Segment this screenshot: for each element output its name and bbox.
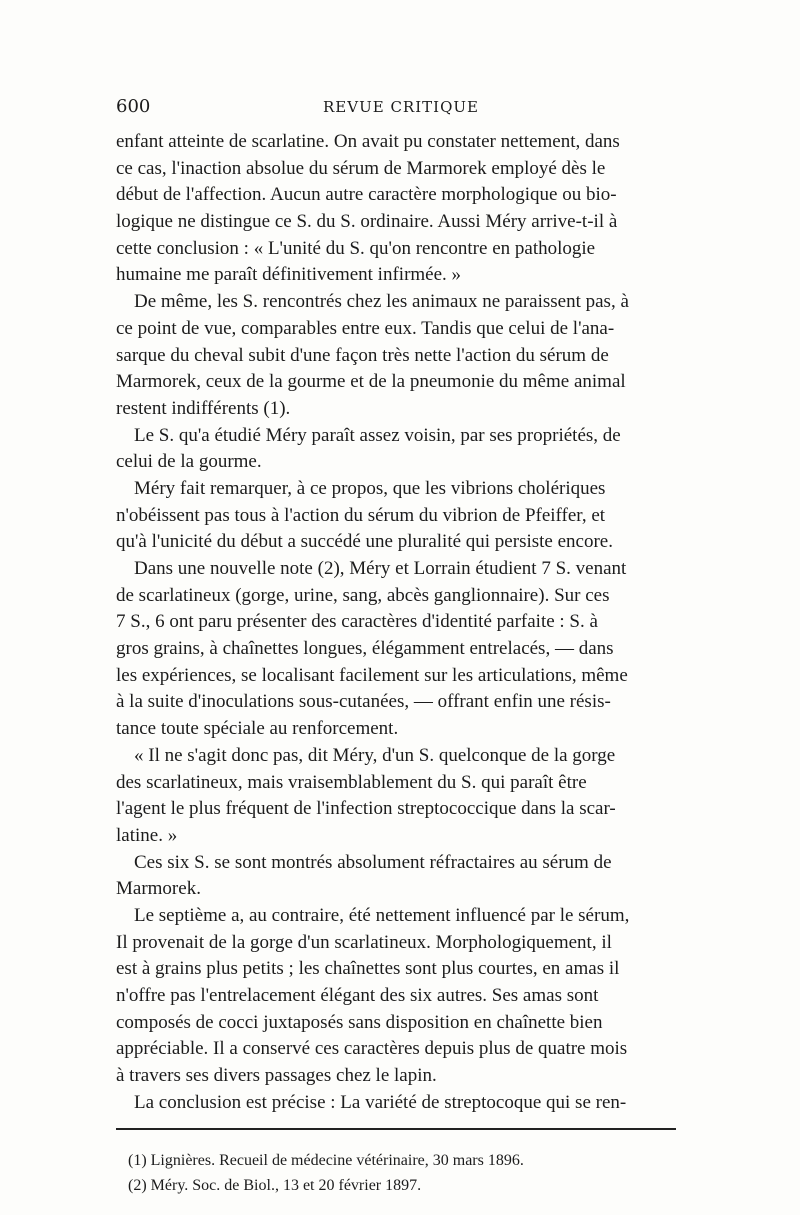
body-text [116,129,686,1116]
text-line: tance toute spéciale au renforcement. [116,718,399,740]
footnotes [116,1148,686,1198]
page-header [116,96,686,126]
text-line: Le septième a, au contraire, été nettement influencé par le sérum, [134,904,630,926]
text-line: l'agent le plus fréquent de l'infection streptococcique dans la scar- [116,798,616,820]
text-line: Marmorek, ceux de la gourme et de la pneumonie du même animal [116,371,626,393]
text-line: celui de la gourme. [116,451,262,473]
text-line: n'offre pas l'entrelacement élégant des six autres. Ses amas sont [116,985,599,1006]
text-line: sarque du cheval subit d'une façon très nette l'action du sérum de [116,344,609,366]
text-line: gros grains, à chaînettes longues, élégamment entrelacés, — dans [116,638,614,660]
text-line: les expériences, se localisant facilement sur les articulations, même [116,664,628,686]
text-line: de scarlatineux (gorge, urine, sang, abcès ganglionnaire). Sur ces [116,584,610,606]
text-line: ce point de vue, comparables entre eux. Tandis que celui de l'ana- [116,317,615,339]
text-line: appréciable. Il a conservé ces caractères depuis plus de quatre mois [116,1038,628,1060]
text-line: qu'à l'unicité du début a succédé une pluralité qui persiste encore. [116,531,613,553]
footnote-rule [116,1128,676,1130]
text-line: composés de cocci juxtaposés sans disposition en chaînette bien [116,1011,603,1033]
text-line: Dans une nouvelle note (2), Méry et Lorrain étudient 7 S. venant [134,558,627,579]
page-number: 600 [116,96,151,117]
text-line: latine. » [116,824,178,846]
text-line: Il provenait de la gorge d'un scarlatineux. Morphologiquement, il [116,931,612,953]
text-line: ce cas, l'inaction absolue du sérum de Marmorek employé dès le [116,157,606,179]
text-line: enfant atteinte de scarlatine. On avait pu constater nettement, dans [116,131,620,152]
text-line: Le S. qu'a étudié Méry paraît assez voisin, par ses propriétés, de [134,424,621,446]
text-line: est à grains plus petits ; les chaînettes sont plus courtes, en amas il [116,958,620,980]
text-line: n'obéissent pas tous à l'action du sérum du vibrion de Pfeiffer, et [116,504,606,526]
text-line: restent indifférents (1). [116,397,291,419]
text-line: cette conclusion : « L'unité du S. qu'on rencontre en pathologie [116,237,596,259]
running-head: REVUE CRITIQUE [323,98,479,116]
footnote: (2) Méry. Soc. de Biol., 13 et 20 février 1897. [128,1177,422,1195]
text-line: « Il ne s'agit donc pas, dit Méry, d'un S. quelconque de la gorge [134,744,616,766]
text-line: début de l'affection. Aucun autre caractère morphologique ou bio- [116,184,617,206]
text-line: La conclusion est précise : La variété de streptocoque qui se ren- [134,1091,627,1113]
text-line: De même, les S. rencontrés chez les animaux ne paraissent pas, à [134,291,629,313]
text-line: Ces six S. se sont montrés absolument réfractaires au sérum de [134,851,612,873]
text-line: humaine me paraît définitivement infirmée. » [116,264,462,286]
text-line: à travers ses divers passages chez le lapin. [116,1065,437,1087]
text-line: à la suite d'inoculations sous-cutanées, — offrant enfin une résis- [116,691,611,713]
text-line: Méry fait remarquer, à ce propos, que les vibrions cholériques [134,477,606,499]
text-line: 7 S., 6 ont paru présenter des caractères d'identité parfaite : S. à [116,611,598,633]
footnote: (1) Lignières. Recueil de médecine vétérinaire, 30 mars 1896. [128,1152,524,1170]
text-line: logique ne distingue ce S. du S. ordinaire. Aussi Méry arrive-t-il à [116,211,618,233]
book-page [116,96,686,1198]
text-line: des scarlatineux, mais vraisemblablement du S. qui paraît être [116,771,587,793]
text-line: Marmorek. [116,878,201,900]
